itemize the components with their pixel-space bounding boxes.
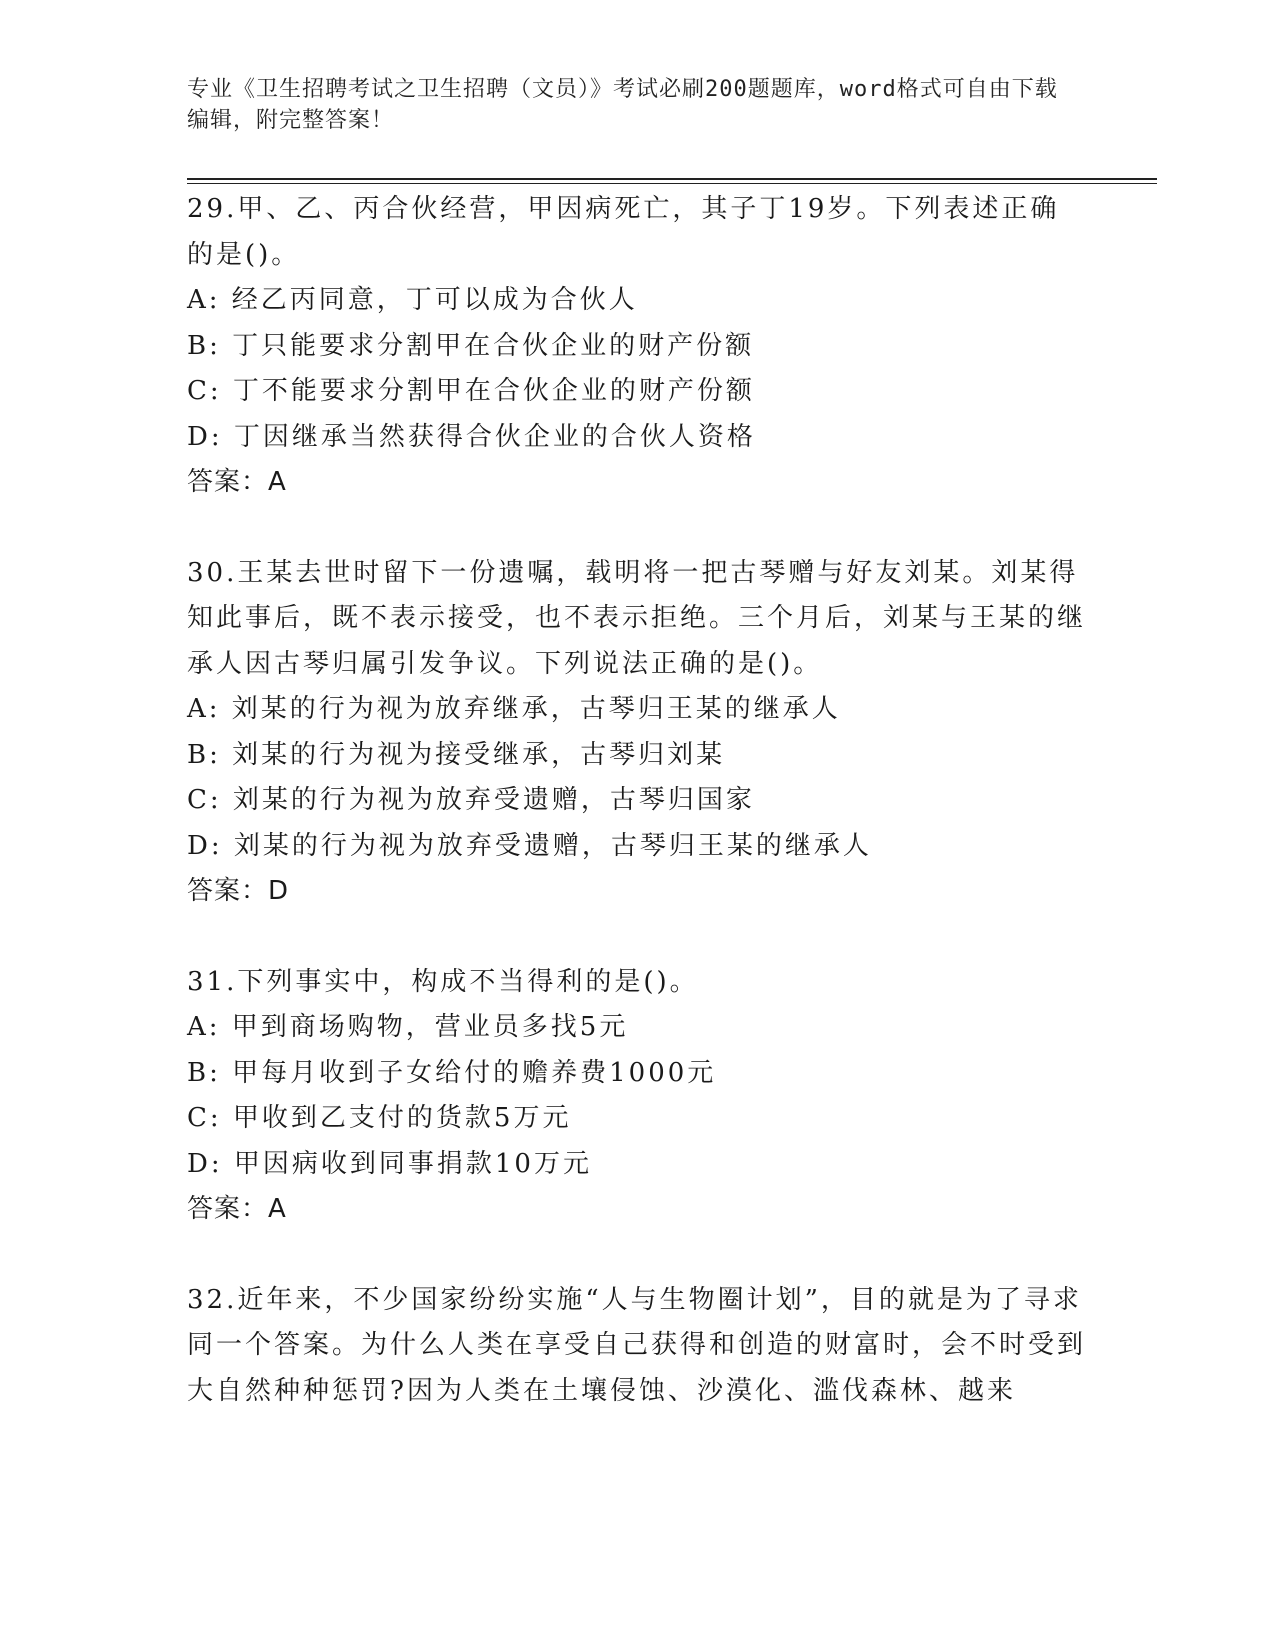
option-d: D: 丁因继承当然获得合伙企业的合伙人资格 (187, 421, 756, 452)
question-31 (187, 960, 1087, 1233)
question-30 (187, 551, 1087, 915)
option-c: C: 甲收到乙支付的货款5万元 (187, 1103, 572, 1133)
header-divider-thin (187, 183, 1157, 184)
document-header: 专业《卫生招聘考试之卫生招聘（文员）》考试必刷200题题库，word格式可自由下载编辑，附完整答案！ (187, 77, 1058, 133)
option-a: A: 经乙丙同意，丁可以成为合伙人 (187, 285, 638, 315)
header-divider-thick (187, 178, 1157, 180)
option-c: C: 刘某的行为视为放弃受遗赠，古琴归国家 (187, 785, 755, 815)
option-c: C: 丁不能要求分割甲在合伙企业的财产份额 (187, 376, 755, 406)
answer-line: 答案：A (187, 467, 287, 497)
option-a: A: 甲到商场购物，营业员多找5元 (187, 1012, 629, 1042)
question-29 (187, 187, 1087, 506)
answer-line: 答案：D (187, 876, 290, 906)
option-d: D: 刘某的行为视为放弃受遗赠，古琴归王某的继承人 (187, 830, 872, 861)
option-d: D: 甲因病收到同事捐款10万元 (187, 1148, 592, 1179)
answer-line: 答案：A (187, 1194, 287, 1224)
question-list (187, 187, 1087, 1414)
question-stem: 29.甲、乙、丙合伙经营，甲因病死亡，其子丁19岁。下列表述正确的是()。 (187, 194, 1060, 270)
option-b: B: 丁只能要求分割甲在合伙企业的财产份额 (187, 330, 755, 361)
question-stem: 32.近年来，不少国家纷纷实施“人与生物圈计划”，目的就是为了寻求同一个答案。为什么人类在享受自己获得和创造的财富时，会不时受到大自然种种惩罚?因为人类在土壤侵蚀、沙漠化、滥伐森林、越来 (187, 1284, 1087, 1406)
option-a: A: 刘某的行为视为放弃继承，古琴归王某的继承人 (187, 694, 841, 724)
question-stem: 30.王某去世时留下一份遗嘱，载明将一把古琴赠与好友刘某。刘某得知此事后，既不表示接受，也不表示拒绝。三个月后，刘某与王某的继承人因古琴归属引发争议。下列说法正确的是()。 (187, 557, 1087, 679)
option-b: B: 甲每月收到子女给付的赡养费1000元 (187, 1057, 717, 1088)
question-32 (187, 1278, 1087, 1415)
option-b: B: 刘某的行为视为接受继承，古琴归刘某 (187, 739, 726, 770)
question-stem: 31.下列事实中，构成不当得利的是()。 (187, 966, 699, 997)
